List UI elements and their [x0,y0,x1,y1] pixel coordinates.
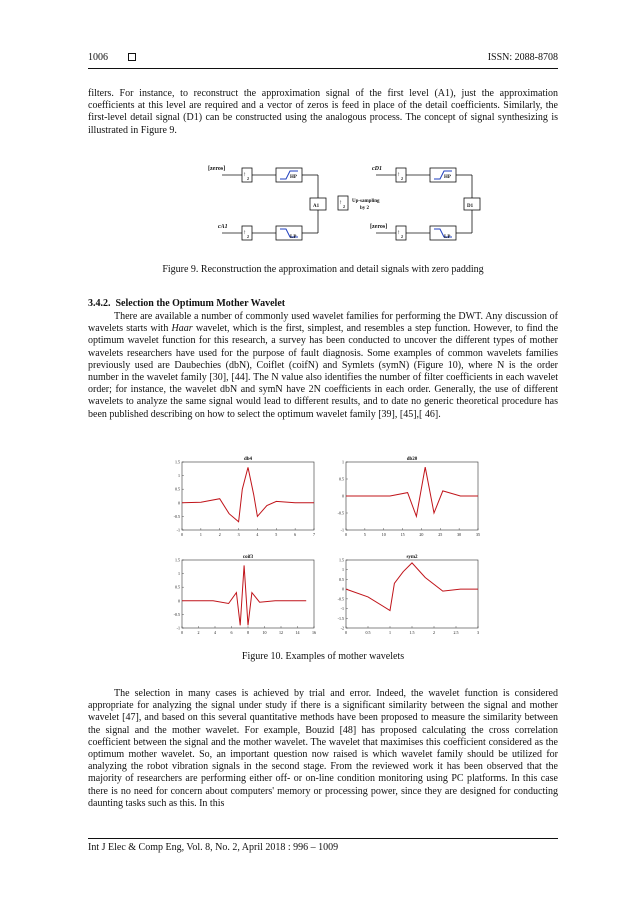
issn: ISSN: 2088-8708 [487,52,558,63]
x-tick-label: 2 [433,630,435,635]
figure-10-caption: Figure 10. Examples of mother wavelets [241,651,405,662]
hp-label: HP [444,175,451,180]
zeros-label-bottom: [zeros] [370,224,388,230]
x-tick-label: 15 [400,532,405,537]
chart-title: db4 [243,457,253,462]
y-tick-label: -0.5 [173,513,180,519]
upsample-arrow-icon: ↑ [243,230,246,236]
a1-label: A1 [313,204,320,209]
y-tick-label: -0.5 [337,596,344,602]
plot-frame [346,560,478,628]
y-tick-label: 1.5 [175,459,180,465]
y-tick-label: -2 [340,625,344,631]
y-tick-label: 0.5 [175,584,180,590]
journal-citation: Int J Elec & Comp Eng, Vol. 8, No. 2, April 2018 : 996 – 1009 [88,842,339,853]
upsample-arrow-icon: ↑ [397,172,400,178]
x-tick-label: 35 [476,532,480,537]
y-tick-label: -1 [176,527,180,533]
x-tick-label: 2 [218,532,221,537]
paragraph-3: The selection in many cases is achieved by trial and error. Indeed, the wavelet function is considered appropriate for analyzing the signal under study if there is a significant similarity between the signal and mother wavelet [47], and based on this several quantitative methods have been proposed to measure the similarity between the signal and the mother wavelet. For example, Bouzid [48] has proposed calculating the cross correlation coefficient between the signal and the mother wavelet. The wavelet that maximises this coefficient considered as the optimum mother wavelet. So, an important question now raised is which wavelet family should be utilized for analyzing the robot vibration signals in the second stage. From the reviewed work it has been observed that the majority of researchers are performing either off- or on-line condition monitoring using PC platforms. In this case there is no need for concern about computers' memory or processing power, since they are designed for conducting daunting tasks such as this. In this [88,688,558,809]
haar-term: Haar [171,323,193,335]
y-tick-label: -0.5 [173,611,180,617]
x-tick-label: 16 [312,630,316,635]
y-tick-label: 0.5 [339,476,344,482]
x-tick-label: 2.5 [453,630,459,635]
x-tick-label: 1.5 [409,630,415,635]
chart-title: sym2 [406,555,418,560]
x-tick-label: 2 [197,630,200,635]
x-tick-label: 20 [419,532,424,537]
upsample-factor: 2 [401,176,403,181]
y-tick-label: 1 [342,459,344,465]
x-tick-label: 4 [214,630,216,635]
y-tick-label: 1 [342,567,344,573]
x-tick-label: 10 [381,532,386,537]
x-tick-label: 1 [199,532,202,537]
hp-label: HP [290,175,297,180]
y-tick-label: 1 [178,473,180,479]
chart-db20 [332,452,482,542]
x-tick-label: 8 [247,630,249,635]
x-tick-label: 5 [275,532,278,537]
d1-label: D1 [467,204,474,209]
figure-9-caption: Figure 9. Reconstruction the approximation and detail signals with zero padding [162,264,484,275]
y-tick-label: -1 [340,606,344,612]
chart-title: coif3 [242,555,254,560]
x-tick-label: 6 [294,532,297,537]
paragraph-2 [88,311,558,421]
y-tick-label: 0 [178,598,180,604]
upsample-arrow-icon: ↑ [397,230,400,236]
page-header [88,52,558,72]
upsample-arrow-icon: ↑ [243,172,246,178]
y-tick-label: 0 [342,493,344,499]
x-tick-label: 14 [295,630,300,635]
x-tick-label: 1 [389,630,391,635]
x-tick-label: 7 [313,532,315,537]
y-tick-label: 0 [342,586,344,592]
chart-title: db20 [406,457,418,462]
y-tick-label: 0 [178,500,180,506]
header-rule [88,68,558,69]
lp-label: LP [444,235,451,240]
legend-line-1: Up-sampling [352,199,380,204]
y-tick-label: 1.5 [339,557,344,563]
ca1-label: cA1 [218,224,228,230]
plot-frame [182,462,314,530]
x-tick-label: 0.5 [365,630,371,635]
upsample-factor: 2 [343,204,345,209]
x-tick-label: 30 [457,532,462,537]
page-number: 1006 [88,52,108,63]
x-tick-label: 0 [345,532,347,537]
legend-line-2: by 2 [360,206,370,211]
upsample-factor: 2 [247,176,249,181]
x-tick-label: 3 [477,630,479,635]
page-footer [88,838,558,853]
zeros-label-top: [zeros] [208,166,226,172]
chart-sym2 [332,550,482,640]
x-tick-label: 12 [279,630,283,635]
cd1-label: cD1 [372,166,382,172]
x-tick-label: 0 [345,630,347,635]
upsample-arrow-icon: ↑ [339,200,342,206]
paragraph-1: filters. For instance, to reconstruct the approximation signal of the first level (A1), just the approximation coefficients at this level are required and a vector of zeros is feed in place of the detail coefficients. Similarly, the first-level detail signal (D1) can be constructed using the analogous process. The concept of signal synthesizing is illustrated in Figure 9. [88,88,558,136]
header-square-icon [128,53,136,61]
figure-9-diagram [200,158,510,248]
lp-label: LP [290,235,297,240]
y-tick-label: 0.5 [339,576,344,582]
y-tick-label: -1 [176,625,180,631]
upsample-factor: 2 [247,234,249,239]
x-tick-label: 3 [237,532,240,537]
x-tick-label: 10 [262,630,267,635]
section-title: 3.4.2. Selection the Optimum Mother Wavelet [88,298,286,309]
x-tick-label: 6 [230,630,233,635]
x-tick-label: 0 [181,630,183,635]
y-tick-label: -1 [340,527,344,533]
upsample-factor: 2 [401,234,403,239]
y-tick-label: -1.5 [337,615,344,621]
x-tick-label: 4 [256,532,259,537]
figure-10 [168,452,488,642]
y-tick-label: 1 [178,571,180,577]
x-tick-label: 0 [181,532,183,537]
y-tick-label: 1.5 [175,557,180,563]
footer-rule [88,838,558,839]
paragraph-2-text: There are available a number of commonly used wavelet families for performing the DWT. Any discussion of wavelets starts with Haar wavelet, which is the first, simplest, and resembles a step function. However, to find the optimum wavelet function for this research, a survey has been conducted to uncover the different types of mother wavelets researchers have used for the purpose of fault diagnosis. Some examples of common wavelets families previously used are Daubechies (dbN), Coiflet (coifN) and Symlets (symN) (Figure 10), where N is the order number in the wavelet family [30], [44]. The N value also identifies the number of filter coefficients in each wavelet order; for instance, the wavelet dbN and symN have 2N coefficients in each order. Generally, the use of different wavelets to analyze the same signal would lead to different results, and to date no generic theoretical procedure has been published describing on how to select the optimum wavelet family [39], [45],[ 46]. [88,311,559,420]
x-tick-label: 25 [438,532,443,537]
chart-db4 [168,452,318,542]
chart-coif3 [168,550,318,640]
x-tick-label: 5 [363,532,366,537]
y-tick-label: -0.5 [337,510,344,516]
y-tick-label: 0.5 [175,486,180,492]
